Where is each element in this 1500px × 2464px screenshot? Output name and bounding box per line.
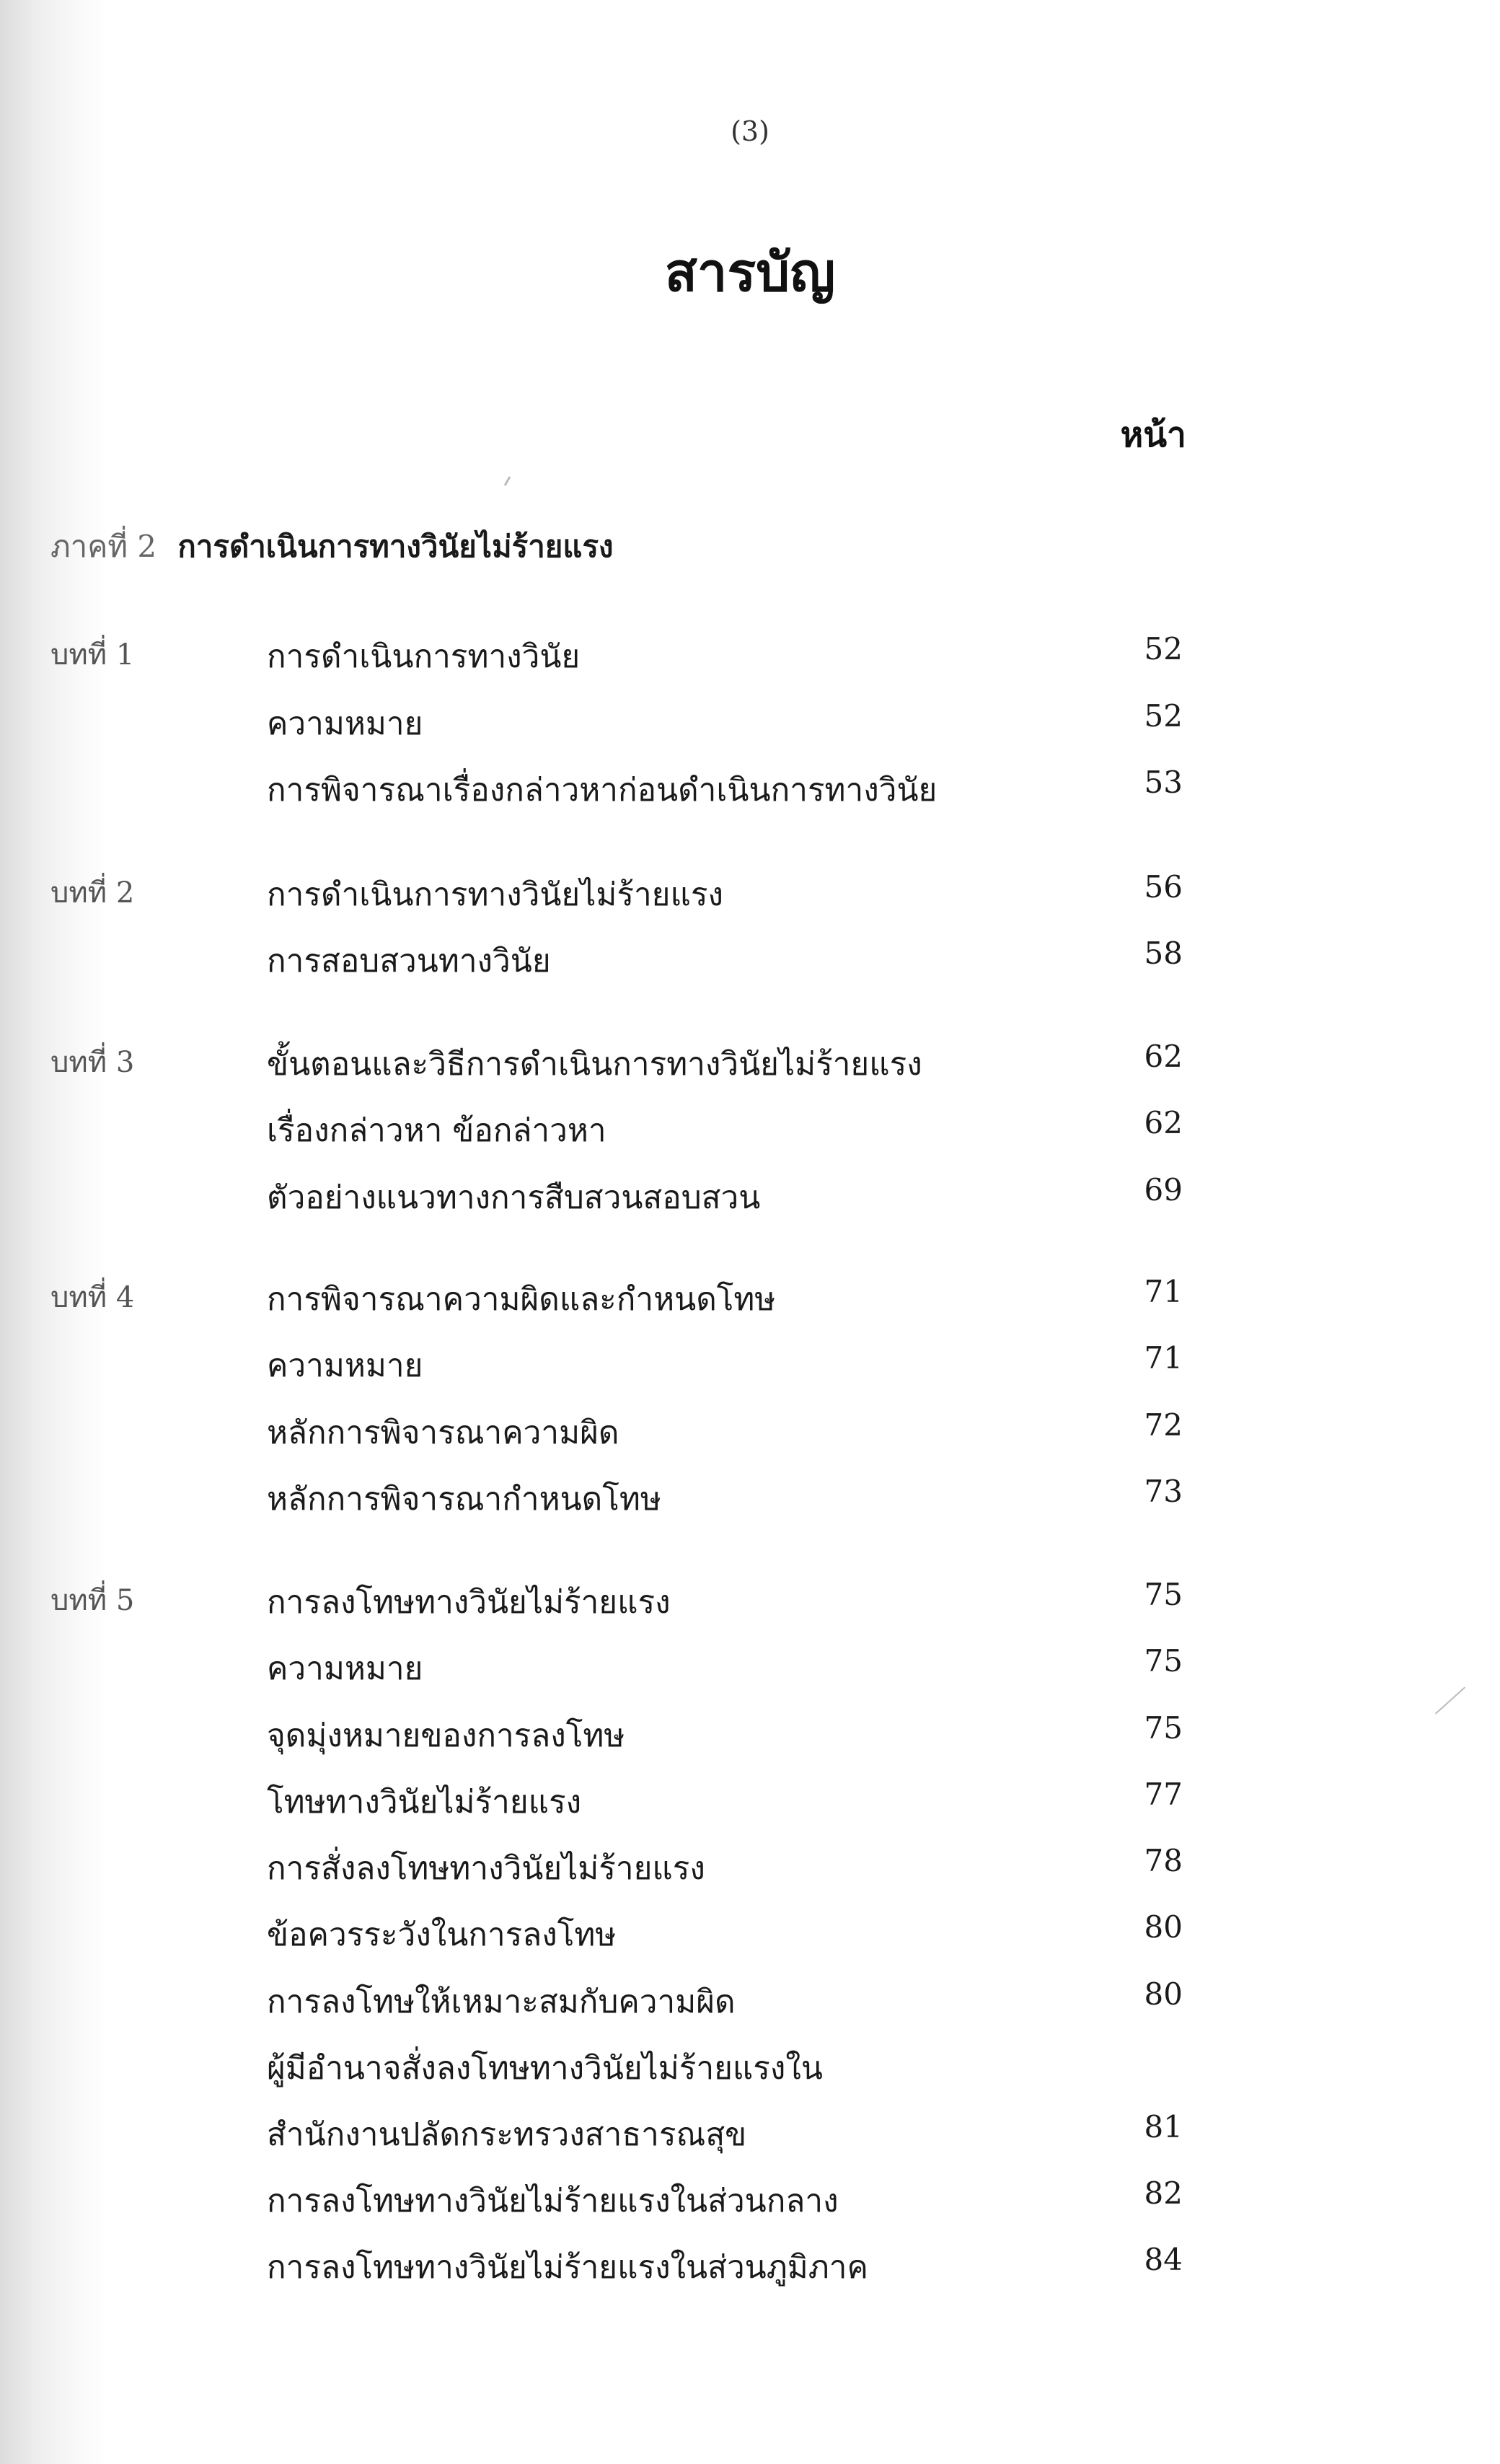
toc-row (0, 1577, 1500, 1620)
entry-page-number: 69 (1144, 1172, 1183, 1207)
entry-page-number: 62 (1144, 1105, 1183, 1140)
entry-title: ความหมาย (267, 1650, 423, 1687)
entry-title: การลงโทษทางวินัยไม่ร้ายแรงในส่วนกลาง (267, 2183, 839, 2219)
entry-page-number: 56 (1144, 869, 1183, 905)
entry-page-number: 75 (1144, 1710, 1183, 1746)
entry-page-number: 58 (1144, 936, 1183, 971)
part-title: การดำเนินการทางวินัยไม่ร้ายแรง (177, 529, 614, 564)
toc-row (0, 2109, 1500, 2152)
toc-row (0, 1407, 1500, 1451)
toc-row (0, 869, 1500, 912)
entry-page-number: 84 (1144, 2242, 1183, 2277)
toc-row (0, 1710, 1500, 1754)
toc-row (0, 936, 1500, 979)
entry-page-number: 73 (1144, 1474, 1183, 1509)
entry-title: เรื่องกล่าวหา ข้อกล่าวหา (267, 1112, 606, 1149)
entry-title: การลงโทษทางวินัยไม่ร้ายแรงในส่วนภูมิภาค (267, 2249, 868, 2286)
entry-page-number: 52 (1144, 631, 1183, 666)
toc-row (0, 2043, 1500, 2086)
entry-page-number: 71 (1144, 1340, 1183, 1376)
page-number: (3) (731, 115, 769, 147)
entry-page-number: 77 (1144, 1777, 1183, 1812)
entry-title: สำนักงานปลัดกระทรวงสาธารณสุข (267, 2116, 747, 2153)
entry-title: ผู้มีอำนาจสั่งลงโทษทางวินัยไม่ร้ายแรงใน (267, 2050, 823, 2087)
toc-row (0, 1105, 1500, 1148)
entry-page-number: 81 (1144, 2109, 1183, 2144)
entry-page-number: 80 (1144, 1976, 1183, 2012)
entry-page-number: 75 (1144, 1643, 1183, 1678)
chapter-label: บทที่ 5 (50, 1584, 135, 1617)
toc-row (0, 1340, 1500, 1383)
toc-row (0, 698, 1500, 742)
chapter-label: บทที่ 3 (50, 1046, 135, 1079)
entry-title: ข้อควรระวังในการลงโทษ (267, 1917, 617, 1953)
toc-row (0, 1643, 1500, 1686)
entry-page-number: 75 (1144, 1577, 1183, 1612)
entry-page-number: 82 (1144, 2175, 1183, 2211)
toc-row (0, 1976, 1500, 2020)
chapter-label: บทที่ 4 (50, 1281, 135, 1314)
toc-row (0, 1039, 1500, 1082)
toc-row (0, 2175, 1500, 2219)
toc-row (0, 631, 1500, 674)
entry-title: ขั้นตอนและวิธีการดำเนินการทางวินัยไม่ร้ายแรง (267, 1046, 922, 1083)
chapter-label: บทที่ 2 (50, 876, 135, 910)
entry-title: หลักการพิจารณากำหนดโทษ (267, 1481, 661, 1518)
entry-page-number: 72 (1144, 1407, 1183, 1443)
toc-row (0, 1777, 1500, 1820)
part-label: ภาคที่ 2 (50, 529, 157, 564)
toc-row (0, 1274, 1500, 1317)
entry-title: การลงโทษทางวินัยไม่ร้ายแรง (267, 1584, 671, 1621)
toc-row (0, 1474, 1500, 1517)
entry-title: ความหมาย (267, 1347, 423, 1384)
entry-page-number: 52 (1144, 698, 1183, 734)
entry-title: หลักการพิจารณาความผิด (267, 1414, 619, 1451)
page-column-header: หน้า (1120, 415, 1186, 455)
entry-title: จุดมุ่งหมายของการลงโทษ (267, 1717, 625, 1754)
entry-page-number: 78 (1144, 1843, 1183, 1878)
entry-title: ความหมาย (267, 705, 423, 742)
entry-title: โทษทางวินัยไม่ร้ายแรง (267, 1784, 582, 1821)
toc-row (0, 1843, 1500, 1886)
entry-title: การสั่งลงโทษทางวินัยไม่ร้ายแรง (267, 1850, 705, 1887)
entry-page-number: 53 (1144, 765, 1183, 800)
toc-row (0, 2242, 1500, 2285)
entry-title: ตัวอย่างแนวทางการสืบสวนสอบสวน (267, 1179, 761, 1216)
entry-title: การลงโทษให้เหมาะสมกับความผิด (267, 1984, 736, 2020)
entry-title: การพิจารณาความผิดและกำหนดโทษ (267, 1281, 776, 1318)
toc-row (0, 765, 1500, 808)
page-title: สารบัญ (664, 242, 836, 304)
toc-row (0, 1909, 1500, 1953)
toc-row (0, 1172, 1500, 1215)
entry-title: การดำเนินการทางวินัย (267, 638, 581, 675)
entry-title: การสอบสวนทางวินัย (267, 943, 551, 980)
entry-page-number: 62 (1144, 1039, 1183, 1074)
entry-title: การพิจารณาเรื่องกล่าวหาก่อนดำเนินการทางวินัย (267, 772, 938, 809)
entry-title: การดำเนินการทางวินัยไม่ร้ายแรง (267, 876, 723, 913)
chapter-label: บทที่ 1 (50, 638, 135, 672)
entry-page-number: 80 (1144, 1909, 1183, 1945)
entry-page-number: 71 (1144, 1274, 1183, 1309)
